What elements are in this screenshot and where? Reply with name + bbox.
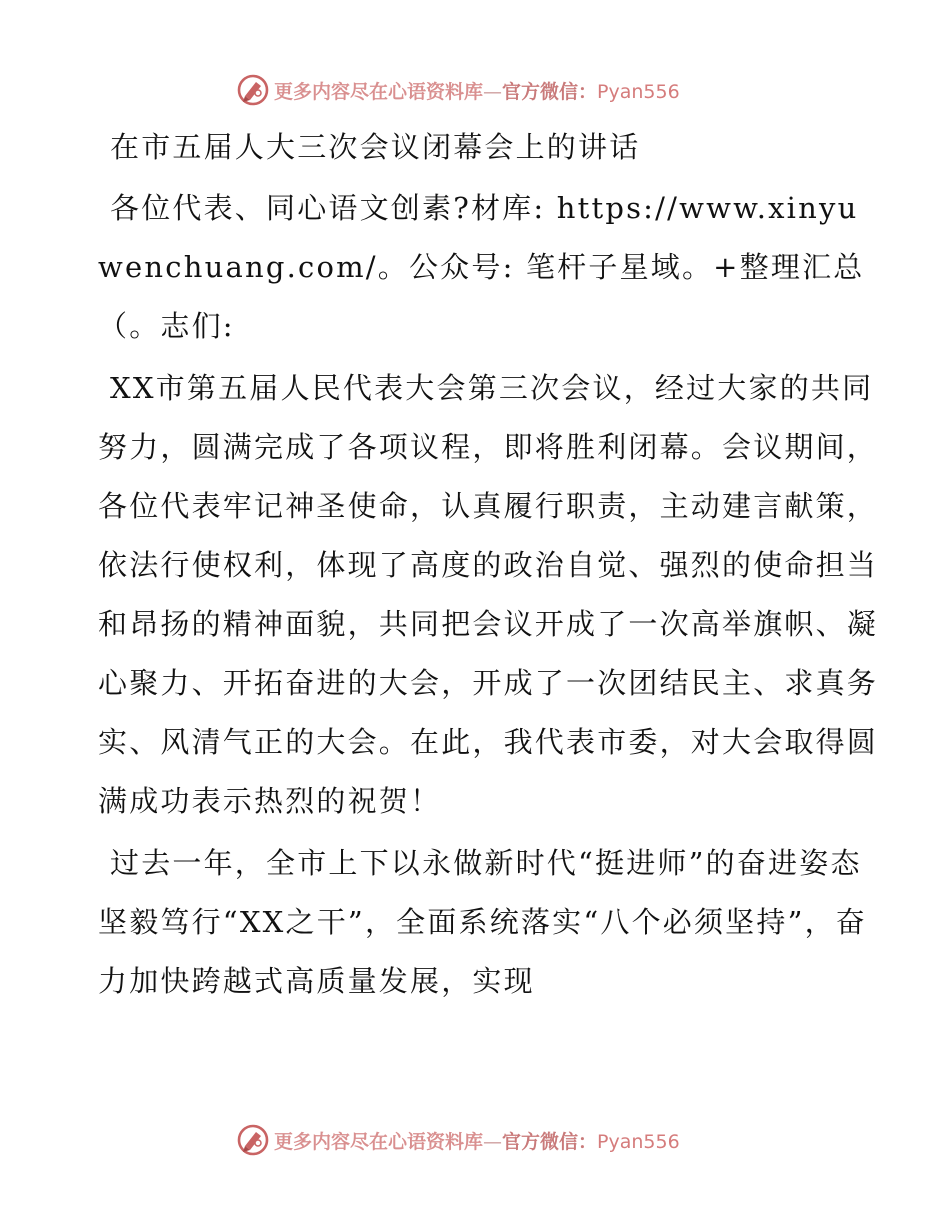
pen-logo-icon	[236, 73, 270, 107]
paragraph: 过去一年，全市上下以永做新时代“挺进师”的奋进姿态坚毅笃行“XX之干”，全面系统落实“八个必须坚持”，奋力加快跨越式高质量发展，实现	[98, 846, 867, 998]
watermark-text-bottom: 更多内容尽在心语资料库—官方微信：Pyan556	[274, 1130, 680, 1153]
salutation: 各位代表、同心语文创素?材库: https://www.xinyuwenchuang.com/。公众号: 笔杆子星域。+整理汇总（。志们:	[98, 191, 865, 343]
pen-logo-icon	[236, 1123, 270, 1157]
watermark-text-top: 更多内容尽在心语资料库—官方微信：Pyan556	[274, 80, 680, 103]
watermark-banner-top	[236, 72, 680, 108]
paragraph: XX市第五届人民代表大会第三次会议，经过大家的共同努力，圆满完成了各项议程，即将胜利闭幕。会议期间，各位代表牢记神圣使命，认真履行职责，主动建言献策，依法行使权利，体现了高度的政治自觉、强烈的使命担当和昂扬的精神面貌，共同把会议开成了一次高举旗帜、凝心聚力、开拓奋进的大会，开成了一次团结民主、求真务实、风清气正的大会。在此，我代表市委，对大会取得圆满成功表示热烈的祝贺！	[98, 371, 879, 818]
document-title: 在市五届人大三次会议闭幕会上的讲话	[110, 130, 641, 164]
watermark-banner-bottom	[236, 1122, 680, 1158]
document-body	[98, 118, 878, 1011]
